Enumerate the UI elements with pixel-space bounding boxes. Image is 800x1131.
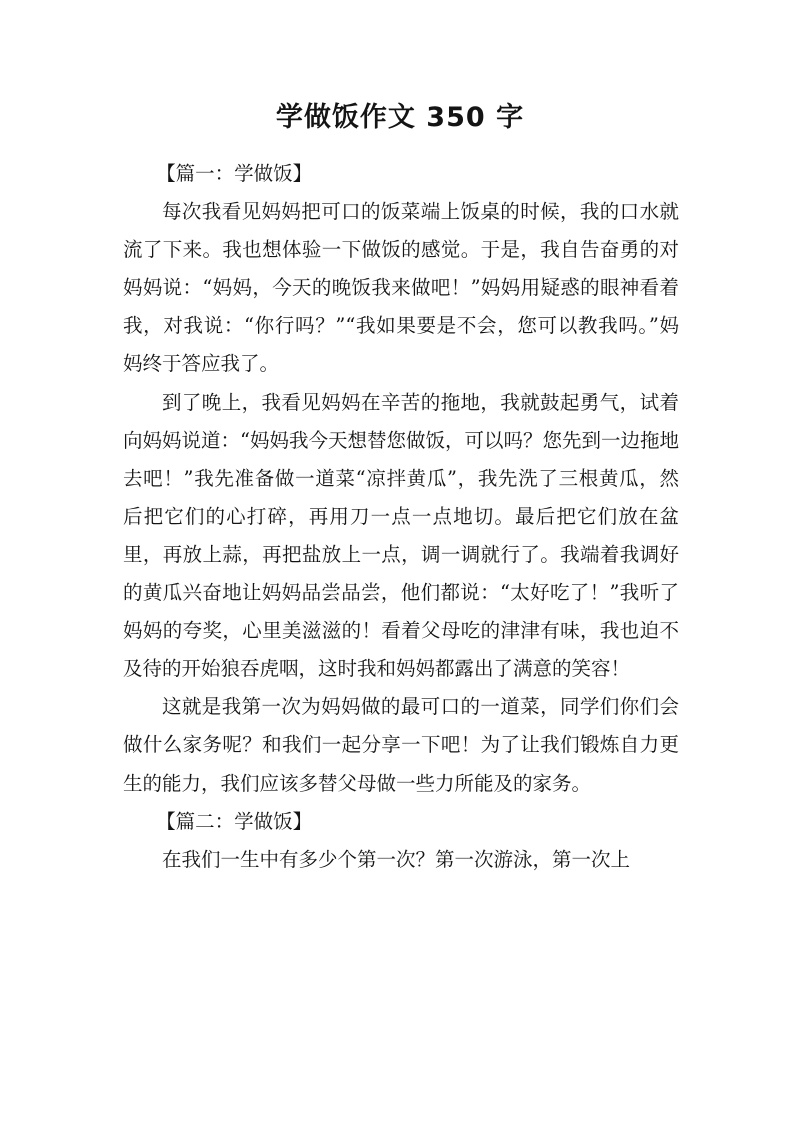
document-title: 学做饭作文 350 字 xyxy=(275,102,525,133)
paragraph-4: 在我们一生中有多少个第一次？第一次游泳，第一次上 xyxy=(162,847,631,871)
paragraph-1: 每次我看见妈妈把可口的饭菜端上饭桌的时候，我的口水就流了下来。我也想体验一下做饭的感觉。于是，我自告奋勇的对妈妈说：“妈妈，今天的晚饭我来做吧！”妈妈用疑惑的眼神看着我，对我说：“你行吗？”“我如果要是不会，您可以教我吗。”妈妈终于答应我了。 xyxy=(123,200,679,376)
section-heading-2: 【篇二：学做饭】 xyxy=(156,809,313,833)
paragraph-2: 到了晚上，我看见妈妈在辛苦的拖地，我就鼓起勇气，试着向妈妈说道：“妈妈我今天想替您做饭，可以吗？您先到一边拖地去吧！”我先准备做一道菜“凉拌黄瓜”，我先洗了三根黄瓜，然后把它们的心打碎，再用刀一点一点地切。最后把它们放在盆里，再放上蒜，再把盐放上一点，调一调就行了。我端着我调好的黄瓜兴奋地让妈妈品尝品尝，他们都说：“太好吃了！”我听了妈妈的夸奖，心里美滋滋的！看着父母吃的津津有味，我也迫不及待的开始狼吞虎咽，这时我和妈妈都露出了满意的笑容！ xyxy=(123,390,679,681)
section-heading-1: 【篇一：学做饭】 xyxy=(156,162,313,185)
document-body xyxy=(123,155,679,879)
paragraph-3: 这就是我第一次为妈妈做的最可口的一道菜，同学们你们会做什么家务呢？和我们一起分享一下吧！为了让我们锻炼自力更生的能力，我们应该多替父母做一些力所能及的家务。 xyxy=(123,695,679,795)
